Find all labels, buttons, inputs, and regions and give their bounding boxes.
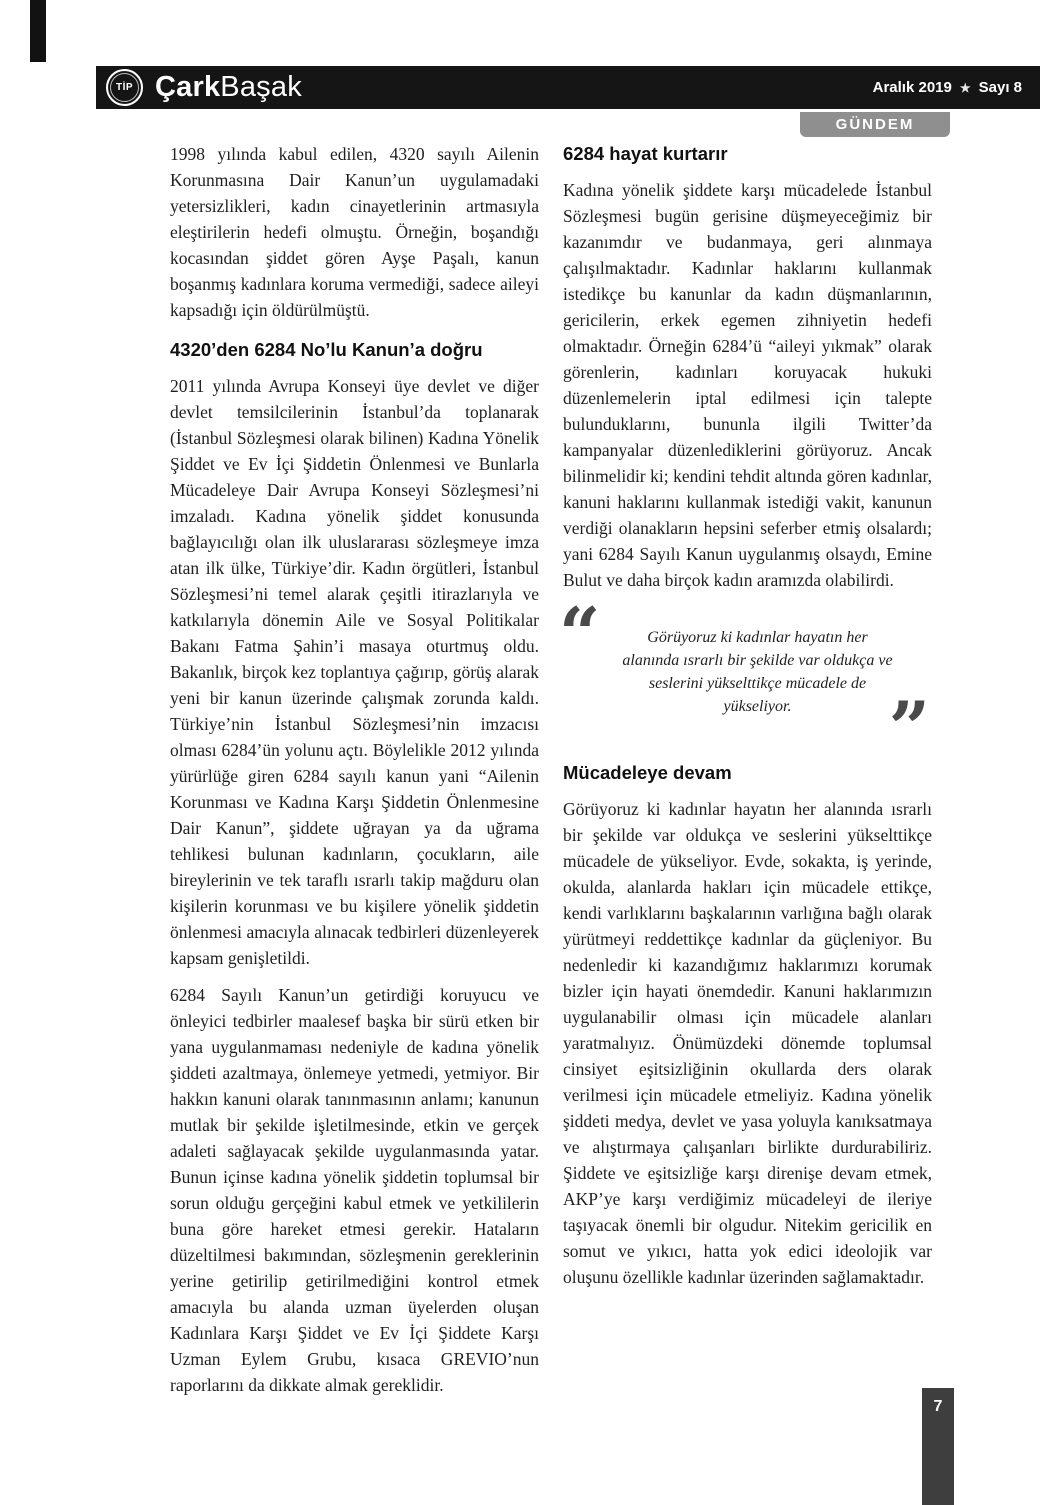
publication-title-bold: Çark bbox=[155, 71, 221, 103]
pull-quote-text: Görüyoruz ki kadınlar hayatın her alanında ısrarlı bir şekilde var oldukça ve seslerini yükselttikçe mücadele de yükseliyor. bbox=[622, 629, 893, 715]
publication-title bbox=[155, 71, 302, 104]
body-paragraph: 1998 yılında kabul edilen, 4320 sayılı Ailenin Korunmasına Dair Kanun’un uygulamadaki yetersizlikleri, kadın cinayetlerinin artmasıyla eleştirilerin hedefi olmuştu. Örneğin, boşandığı kocasından şiddet gören Ayşe Paşalı, kanun boşanmış kadınlara koruma vermediği, sadece aileyi kapsadığı için öldürülmüştü. bbox=[170, 144, 539, 320]
section-heading-4320-6284: 4320’den 6284 No’lu Kanun’a doğru bbox=[170, 339, 483, 360]
issue-number: Sayı 8 bbox=[978, 79, 1022, 96]
tip-logo-icon bbox=[106, 69, 143, 106]
body-paragraph: 2011 yılında Avrupa Konseyi üye devlet ve diğer devlet temsilcilerinin İstanbul’da toplanarak (İstanbul Sözleşmesi olarak bilinen) Kadına Yönelik Şiddet ve Ev İçi Şiddetin Önlenmesi ve Bunlarla Mücadeleye Dair Avrupa Konseyi Sözleşmesi’ni imzaladı. Kadına yönelik şiddet konusunda bağlayıcılığı olan ilk uluslararası sözleşmeye imza atan ilk ülke, Türkiye’dir. Kadın örgütleri, İstanbul Sözleşmesi’ni temel alarak çeşitli itirazlarıyla ve katkılarıyla dönemin Aile ve Sosyal Politikalar Bakanı Fatma Şahin’i masaya oturtmuş oldu. Bakanlık, birçok kez toplantıya çağırıp, görüş alarak yeni bir kanun üzerinde çalışmak zorunda kaldı. Türkiye’nin İstanbul Sözleşmesi’nin imzacısı olması 6284’ün yolunu açtı. Böylelikle 2012 yılında yürürlüğe giren 6284 sayılı kanun yani “Ailenin Korunması ve Kadına Karşı Şiddetin Önlenmesine Dair Kanun”, şiddete uğrayan ya da uğrama tehlikesi bulunan kadınların, çocukların, aile bireylerinin ve tek taraflı ısrarlı takip mağduru olan kişilerin korunması ve bu kişilere yönelik şiddetin önlenmesi amacıyla alınacak tedbirleri düzenleyerek kapsam genişletildi. bbox=[170, 376, 539, 968]
issue-date: Aralık 2019 bbox=[872, 79, 952, 96]
star-icon: ★ bbox=[959, 80, 971, 95]
body-paragraph: Kadına yönelik şiddete karşı mücadelede İstanbul Sözleşmesi bugün gerisine düşmeyeceğimiz bir kazanımdır ve budanmaya, geri alınmaya çalışılmaktadır. Kadınlar haklarını kullanmak istedikçe bu kanunlar da kadın düşmanlarının, gericilerin, erkek egemen zihniyetin hedefi olmaktadır. Örneğin 6284’ü “aileyi yıkmak” olarak görenlerin, kadınları koruyacak hukuki düzenlemelerin iptal edilmesi için talepte bulunduklarını, bununla ilgili Twitter’da kampanyalar düzenlediklerini görüyoruz. Ancak bilinmelidir ki; kendini tehdit altında gören kadınlar, kanuni haklarını kullanmak istediği vakit, kanunun verdiği olanakların hepsini seferber etmiş olsalardı; yani 6284 Sayılı Kanun uygulanmış olsaydı, Emine Bulut ve daha birçok kadın aramızda olabilirdi. bbox=[563, 180, 932, 590]
body-paragraph: Görüyoruz ki kadınlar hayatın her alanında ısrarlı bir şekilde var oldukça ve seslerini yükselttikçe mücadele de yükseliyor. Evde, sokakta, iş yerinde, okulda, alanlarda hakları için mücadele ettikçe, kendi varlıklarını başkalarının varlığına bağlı olarak yürütmeyi reddettikçe kadınlar da güçleniyor. Bu nedenledir ki kazandığımız haklarımızı korumak bizler için hayati önemdedir. Kanuni haklarımızın uygulanabilir olması için mücadele alanları yaratmalıyız. Önümüzdeki dönemde toplumsal cinsiyet eşitsizliğinin okullarda ders olarak verilmesi için mücadele etmeliyiz. Kadına yönelik şiddeti medya, devlet ve yasa yoluyla kanıksatmaya ve alıştırmaya çalışanları birlikte durdurabiliriz. Şiddete ve eşitsizliğe karşı direnişe devam etmek, AKP’ye karşı verdiğimiz mücadeleyi de ileriye taşıyacak önemli bir olgudur. Nitekim gericilik en somut ve yıkıcı, hatta yok edici ideolojik var oluşunu özellikle kadınlar üzerinden sağlamaktadır. bbox=[563, 799, 932, 1287]
logo-text: TİP bbox=[115, 82, 134, 93]
pull-quote bbox=[559, 591, 932, 770]
corner-print-mark bbox=[30, 0, 46, 62]
section-badge: GÜNDEM bbox=[800, 112, 950, 137]
left-column bbox=[170, 141, 539, 1409]
masthead-bar bbox=[96, 66, 1040, 109]
body-paragraph: 6284 Sayılı Kanun’un getirdiği koruyucu ve önleyici tedbirler maalesef başka bir sürü etken bir yana uygulanmaması nedeniyle de kadına yönelik şiddeti azaltmaya, önlemeye yetmedi, yetmiyor. Bir hakkın kanuni olarak tanınmasının anlamı; kanunun mutlak bir şekilde işletilmesinde, etkin ve gerçek adaleti sağlayacak şekilde uygulanmasında yatar. Bunun içinse kadına yönelik şiddetin toplumsal bir sorun olduğu gerçeğini kabul etmek ve yetkililerin buna göre hareket etmesi gerekir. Hataların düzeltilmesi bakımından, sözleşmenin gereklerinin yerine getirilip getirilmediğini kontrol etmek amacıyla bu alanda uzman üyelerden oluşan Kadınlara Karşı Şiddet ve Ev İçi Şiddete Karşı Uzman Eylem Grubu, kısaca GREVIO’nun raporlarını da dikkate almak gereklidir. bbox=[170, 985, 539, 1395]
publication-title-light: Başak bbox=[220, 71, 302, 103]
issue-info bbox=[873, 79, 1022, 96]
section-heading-mucadeleye-devam: Mücadeleye devam bbox=[563, 762, 732, 783]
article-body bbox=[170, 141, 932, 1409]
section-heading-6284-hayat-kurtarir: 6284 hayat kurtarır bbox=[563, 143, 728, 164]
right-column bbox=[559, 141, 932, 1409]
close-quote-icon: ” bbox=[888, 685, 930, 770]
page-number: 7 bbox=[933, 1398, 943, 1415]
open-quote-icon: “ bbox=[559, 591, 601, 676]
page-number-tab bbox=[922, 1388, 954, 1505]
